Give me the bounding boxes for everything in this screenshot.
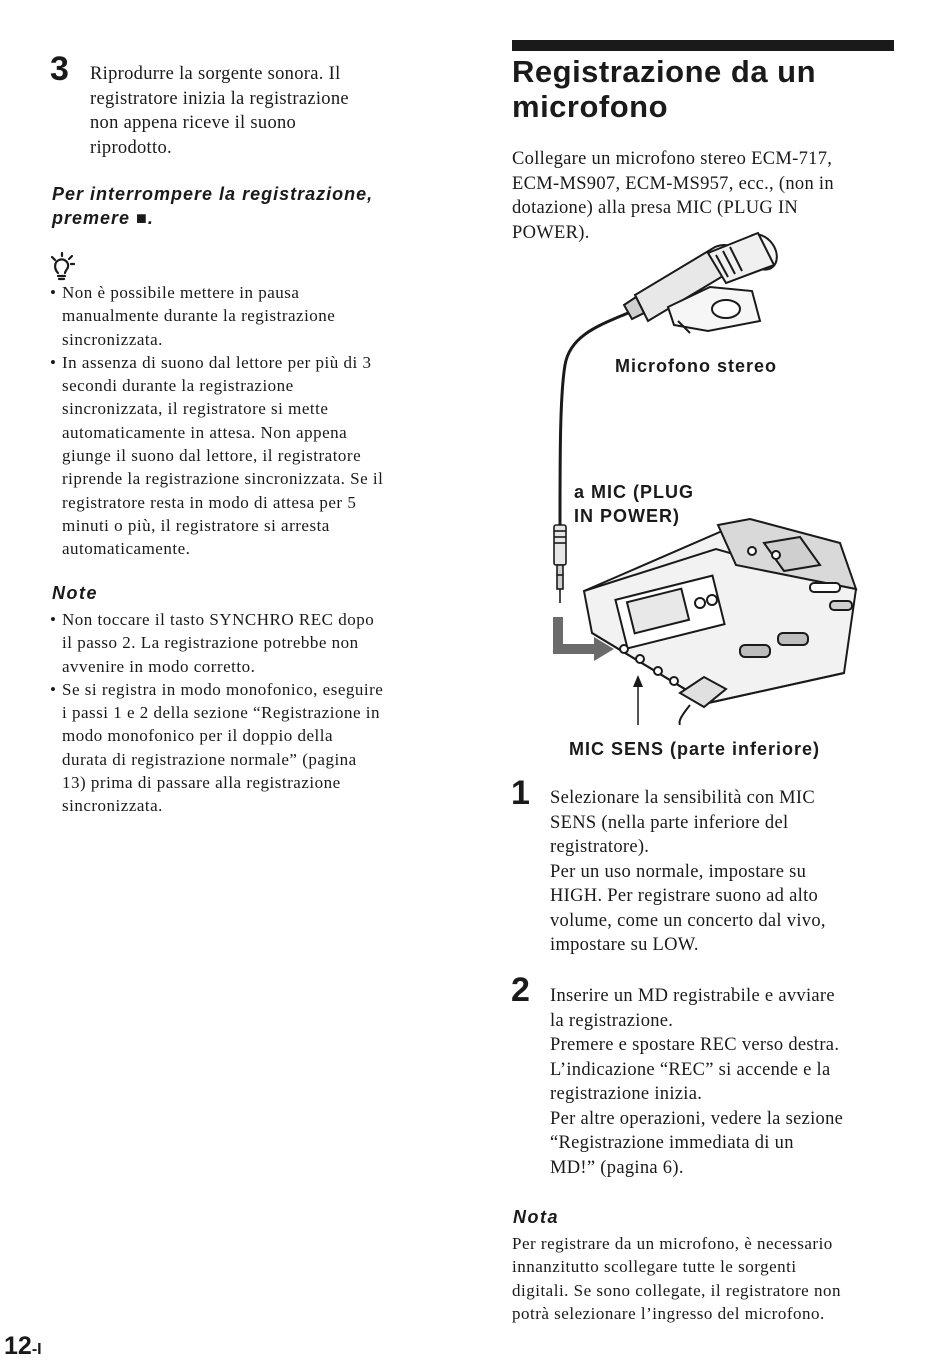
nota-line: digitali. Se sono collegate, il registratore non	[512, 1280, 841, 1300]
stop-heading-line: premere ■.	[52, 208, 154, 228]
step-1-text	[550, 786, 910, 958]
step-3-line: registratore inizia la registrazione	[90, 88, 349, 109]
notes-list	[50, 608, 445, 818]
tips-list	[50, 281, 445, 561]
nota-title: Nota	[513, 1207, 559, 1227]
md-recorder-icon	[584, 519, 856, 725]
tip-line: minuti o più, il registratore si arresta	[62, 515, 330, 535]
step-1-line: Per un uso normale, impostare su	[550, 861, 807, 882]
stop-recording-heading	[52, 182, 432, 230]
step-2-line: Per altre operazioni, vedere la sezione	[550, 1108, 844, 1129]
step-2-line: MD!” (pagina 6).	[550, 1157, 684, 1178]
intro-line: dotazione) alla presa MIC (PLUG IN	[512, 198, 799, 218]
intro-line: Collegare un microfono stereo ECM-717,	[512, 149, 833, 169]
note-item: • Se si registra in modo monofonico, eseguire i passi 1 e 2 della sezione “Registrazione in modo monofonico per il doppio della durata di registrazione normale” (pagina 13) prima di passare alla registrazione sincronizzata.	[50, 678, 445, 818]
label-stereo-microphone: Microfono stereo	[615, 356, 778, 376]
step-3-line: Riprodurre la sorgente sonora. Il	[90, 64, 341, 84]
tip-line: Non è possibile mettere in pausa	[62, 283, 300, 302]
label-mic-sens: MIC SENS (parte inferiore)	[569, 739, 821, 759]
tip-line: giunge il suono dal lettore, il registratore	[62, 446, 362, 466]
note-line: avvenire in modo corretto.	[62, 656, 256, 676]
step-3-number: 3	[50, 50, 69, 88]
step-2-number: 2	[511, 971, 530, 1009]
step-1-line: Selezionare la sensibilità con MIC	[550, 788, 816, 808]
step-2-line: “Registrazione immediata di un	[550, 1133, 794, 1153]
step-2-line: Premere e spostare REC verso destra.	[550, 1035, 840, 1055]
section-title-line: microfono	[512, 89, 669, 124]
note-line: i passi 1 e 2 della sezione “Registrazione in	[62, 703, 381, 723]
intro-line: ECM-MS907, ECM-MS957, ecc., (non in	[512, 173, 834, 194]
label-mic-jack	[574, 480, 694, 528]
step-2-line: L’indicazione “REC” si accende e la	[550, 1059, 831, 1080]
label-mic-jack-line: IN POWER)	[574, 506, 680, 526]
lightbulb-icon	[50, 252, 76, 282]
note-line: sincronizzata.	[62, 796, 163, 816]
note-line: 13) prima di passare alla registrazione	[62, 773, 341, 793]
step-2-line: registrazione inizia.	[550, 1084, 703, 1104]
insert-arrow	[558, 617, 594, 649]
step-1-line: SENS (nella parte inferiore del	[550, 812, 789, 833]
step-2-line: la registrazione.	[550, 1010, 674, 1031]
note-item: • Non toccare il tasto SYNCHRO REC dopo il passo 2. La registrazione potrebbe non avvenire in modo corretto.	[50, 608, 445, 678]
tip-line: registratore resta in modo di attesa per 5	[62, 492, 357, 512]
nota-line: Per registrare da un microfono, è necessario	[512, 1234, 833, 1253]
tip-line: automaticamente.	[62, 539, 191, 559]
nota-line: potrà selezionare l’ingresso del microfono.	[512, 1303, 825, 1323]
microphone-connection-illustration	[540, 225, 870, 725]
section-rule	[512, 40, 894, 51]
tip-line: sincronizzata.	[62, 329, 163, 349]
tip-line: secondi durante la registrazione	[62, 376, 294, 396]
tip-item: • Non è possibile mettere in pausa manualmente durante la registrazione sincronizzata.	[50, 281, 445, 351]
tip-line: In assenza di suono dal lettore per più di 3	[62, 352, 372, 372]
section-title-line: Registrazione da un	[512, 54, 817, 89]
step-3-line: riprodotto.	[90, 137, 172, 158]
label-mic-jack-line: a MIC (PLUG	[574, 482, 695, 502]
mic-sens-pointer-head	[633, 675, 643, 687]
note-line: modo monofonico per il doppio della	[62, 726, 334, 746]
step-1-line: registratore).	[550, 837, 650, 857]
tip-line: automaticamente in attesa. Non appena	[62, 422, 348, 442]
step-1-line: HIGH. Per registrare suono ad alto	[550, 886, 819, 906]
page-number-suffix: -I	[31, 1341, 42, 1358]
step-1-number: 1	[511, 774, 530, 812]
stop-heading-line: Per interrompere la registrazione,	[52, 184, 374, 204]
jack-plug-icon	[554, 525, 566, 603]
step-3-line: non appena riceve il suono	[90, 113, 297, 133]
nota-text	[512, 1232, 912, 1325]
step-1-line: volume, come un concerto dal vivo,	[550, 910, 826, 931]
page-number-value: 12	[4, 1332, 32, 1360]
tip-line: manualmente durante la registrazione	[62, 306, 336, 326]
step-2-text	[550, 984, 920, 1180]
intro-line: POWER).	[512, 222, 590, 243]
page-number	[4, 1332, 42, 1361]
section-title	[512, 54, 902, 124]
tip-line: sincronizzata, il registratore si mette	[62, 399, 329, 419]
step-1-line: impostare su LOW.	[550, 935, 699, 955]
note-line: Non toccare il tasto SYNCHRO REC dopo	[62, 610, 375, 629]
step-3-text	[90, 62, 450, 160]
stereo-microphone-icon	[624, 228, 783, 333]
note-line: durata di registrazione normale” (pagina	[62, 749, 357, 769]
note-line: il passo 2. La registrazione potrebbe non	[62, 633, 359, 653]
tip-line: riprende la registrazione sincronizzata. Se il	[62, 469, 384, 489]
nota-line: innanzitutto scollegare tutte le sorgenti	[512, 1257, 797, 1277]
step-2-line: Inserire un MD registrabile e avviare	[550, 986, 835, 1006]
notes-title: Note	[52, 583, 98, 603]
tip-item: • In assenza di suono dal lettore per più di 3 secondi durante la registrazione sincronizzata, il registratore si mette automaticamente in attesa. Non appena giunge il suono dal lettore, il registratore riprende la registrazione sincronizzata. Se il registratore resta in modo di attesa per 5 minuti o più, il registratore si arresta automaticamente.	[50, 351, 445, 561]
note-line: Se si registra in modo monofonico, eseguire	[62, 679, 384, 699]
